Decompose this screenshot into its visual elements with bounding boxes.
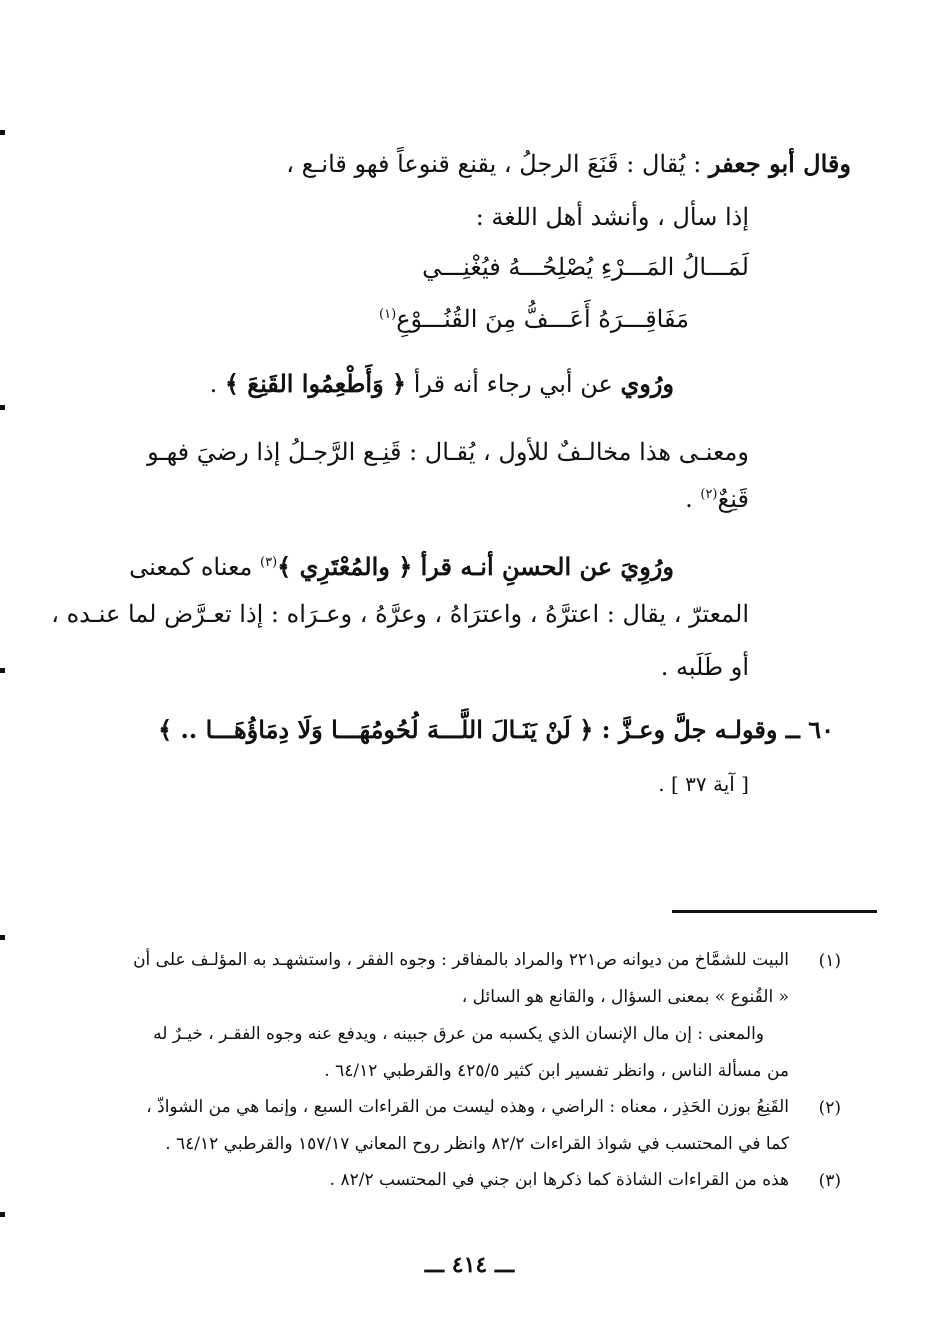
narration-text: ورُوِيَ عن الحسنِ أنـه قرأ ﴿ والمُعْتَرِي ﴾: [277, 552, 674, 581]
footnote-3-line-1: هذه من القراءات الشاذة كما ذكرها ابن جني في المحتسب ٨٢/٢ .: [329, 1170, 789, 1190]
paragraph-text: .: [685, 485, 701, 513]
footnote-1-line-1: البيت للشمَّاخ من ديوانه ص٢٢١ والمراد بالمفاقر : وجوه الفقر ، واستشهـد به المؤلـف على أن: [133, 950, 789, 970]
edge-mark: [0, 935, 5, 940]
footnote-1-number: (١): [818, 951, 841, 971]
paragraph-2: [210, 370, 674, 399]
verse-line-2: [379, 305, 689, 334]
paragraph-4-line-2: المعترّ ، يقال : اعترَّهُ ، واعترَاهُ ، وعرَّهُ ، وعـرَاه : إذا تعـرَّض لما عنـده ،: [51, 600, 749, 628]
verse-text: مَفَاقِـــرَهُ أَعَـــفُّ مِنَ القُنُـــوْعِ: [396, 305, 689, 333]
edge-mark: [0, 405, 5, 410]
footnote-2-number: (٢): [818, 1098, 841, 1118]
speaker-name: وقال أبو جعفر: [708, 149, 851, 178]
quran-quote: ﴿ وَأَطْعِمُوا القَنِعَ ﴾: [224, 369, 407, 398]
paragraph-1-line-1: [286, 150, 851, 179]
footnote-ref: (٣): [260, 555, 278, 570]
edge-mark: [0, 668, 5, 673]
paragraph-text: : يُقال : قَنَعَ الرجلُ ، يقنع قنوعاً فهو قانـع ،: [286, 150, 709, 178]
paragraph-4-line-3: أو طَلَبه .: [660, 653, 749, 681]
footnote-2-line-1: القَنِعُ بوزن الحَذِر ، معناه : الراضي ، وهذه ليست من القراءات السبع ، وإنما هي من الشواذّ ،: [146, 1097, 789, 1117]
footnote-1-line-2: « القُنوع » بمعنى السؤال ، والقانع هو السائل ،: [461, 987, 789, 1007]
verse-line-1: لَمَـــالُ المَـــرْءِ يُصْلِحُـــهُ فيُغْنِـــي: [422, 253, 749, 281]
paragraph-text: معناه كمعنى: [129, 553, 261, 581]
edge-mark: [0, 1212, 5, 1217]
paragraph-4-line-1: [129, 553, 674, 582]
paragraph-3-line-2: [685, 485, 749, 514]
section-60-ayah-ref: [ آية ٣٧ ] .: [658, 772, 749, 796]
page-number: ـــ ٤١٤ ـــ: [424, 1252, 515, 1278]
footnote-2-line-2: كما في المحتسب في شواذ القراءات ٨٢/٢ وانظر روح المعاني ١٥٧/١٧ والقرطبي ٦٤/١٢ .: [165, 1134, 789, 1154]
footnote-1-line-4: من مسألة الناس ، وانظر تفسير ابن كثير ٤٢٥/٥ والقرطبي ٦٤/١٢ .: [324, 1061, 789, 1081]
paragraph-text: قَنِعٌ: [717, 485, 749, 513]
narration-word: ورُوي: [620, 369, 674, 398]
footnote-ref: (٢): [700, 487, 718, 502]
paragraph-text: عن أبي رجاء أنه قرأ: [406, 370, 621, 398]
paragraph-1-line-2: إذا سأل ، وأنشد أهل اللغة :: [475, 203, 749, 231]
footnote-ref: (١): [379, 307, 397, 322]
footnote-3-number: (٣): [818, 1171, 841, 1191]
footnote-1-line-3: والمعنى : إن مال الإنسان الذي يكسبه من عرق جبينه ، ويدفع عنه وجوه الفقـر ، خيـرٌ له: [153, 1024, 764, 1044]
section-60-heading: ٦٠ ــ وقولـه جلَّ وعـزَّ : ﴿ لَنْ يَنَـالَ اللَّـــهَ لُحُومُهَـــا وَلَا دِمَاؤُهَـــا .. ﴾: [158, 715, 834, 744]
edge-mark: [0, 130, 5, 135]
paragraph-3-line-1: ومعنـى هذا مخالـفٌ للأول ، يُقـال : قَنِـع الرَّجـلُ إذا رضيَ فهـو: [147, 438, 749, 466]
paragraph-text: .: [209, 370, 225, 398]
footnote-divider: [672, 910, 877, 913]
